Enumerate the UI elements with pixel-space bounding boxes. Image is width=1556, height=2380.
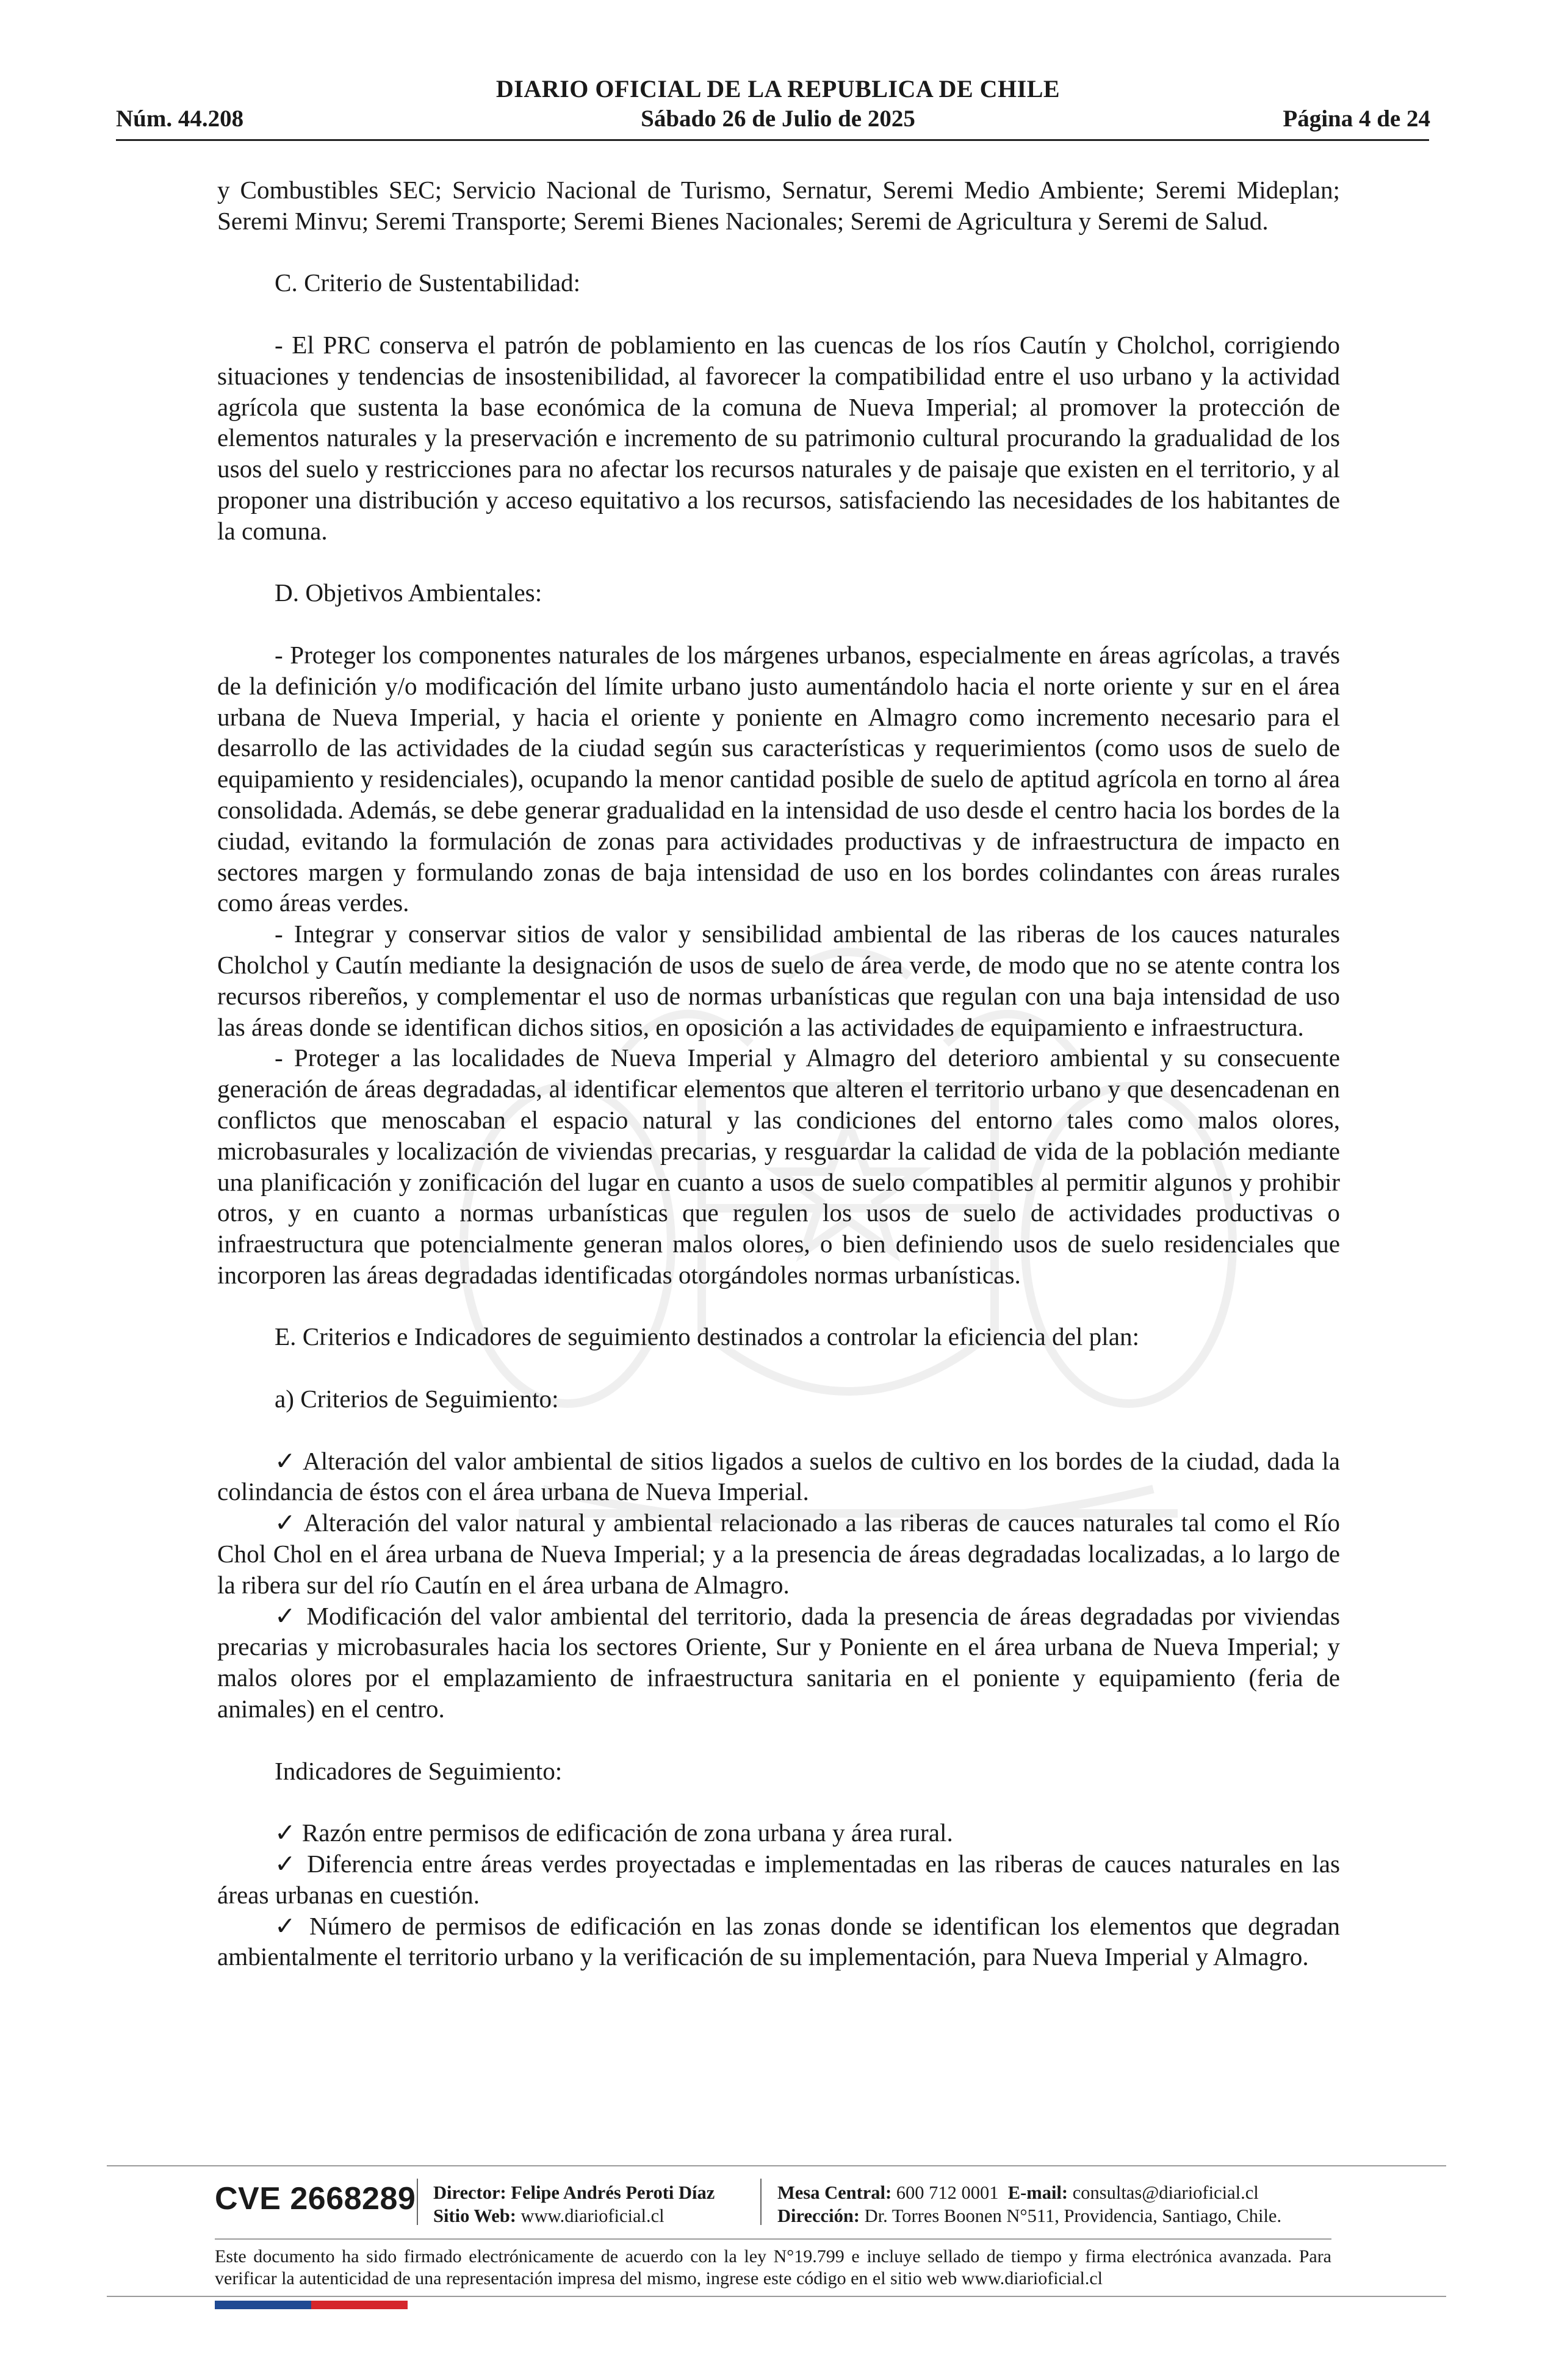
checkmark-icon: ✓ bbox=[275, 1911, 300, 1940]
section-d-paragraph-2: - Integrar y conservar sitios de valor y sensibilidad ambiental de las riberas de los cauces naturales Cholchol y Cautín mediante la designación de usos de suelo de área verde, de modo que no se atente contra los recursos ribereños, y complementar el uso de normas urbanísticas que regulan con una baja intensidad de uso las áreas donde se identifican dichos sitios, en oposición a las actividades de equipamiento e infraestructura. bbox=[217, 920, 1340, 1041]
site-link[interactable]: www.diarioficial.cl bbox=[520, 2205, 665, 2226]
indicator-item-text: Diferencia entre áreas verdes proyectadas e implementadas en las riberas de cauces naturales en las áreas urbanas en cuestión. bbox=[217, 1850, 1341, 1909]
site-label: Sitio Web: bbox=[433, 2205, 516, 2226]
journal-title: DIARIO OFICIAL DE LA REPUBLICA DE CHILE bbox=[495, 75, 1061, 103]
indicator-item bbox=[217, 1911, 1340, 1973]
address-value: Dr. Torres Boonen N°511, Providencia, Santiago, Chile. bbox=[864, 2205, 1282, 2226]
criteria-item-text: Alteración del valor natural y ambiental relacionado a las riberas de cauces naturales tal como el Río Chol Chol en el área urbana de Nueva Imperial; y a la presencia de áreas degradadas localizadas, a lo largo de la ribera sur del río Cautín en el área urbana de Almagro. bbox=[217, 1509, 1340, 1599]
director-name: Felipe Andrés Peroti Díaz bbox=[511, 2182, 715, 2203]
footer-divider-bottom bbox=[107, 2296, 1446, 2297]
checkmark-icon: ✓ bbox=[275, 1509, 298, 1537]
criteria-item-text: Modificación del valor ambiental del territorio, dada la presencia de áreas degradadas por viviendas precarias y microbasurales hacia los sectores Oriente, Sur y Poniente en el área urbana de Nueva Imperial; y malos olores por el emplazamiento de infraestructura sanitaria en el poniente y equipamiento (feria de animales) en el centro. bbox=[217, 1601, 1341, 1723]
footer-contact-block bbox=[777, 2181, 1281, 2227]
section-d-heading: D. Objetivos Ambientales: bbox=[275, 579, 542, 607]
checkmark-icon: ✓ bbox=[275, 1446, 297, 1475]
section-e-heading: E. Criterios e Indicadores de seguimiento destinados a controlar la eficiencia del plan: bbox=[275, 1322, 1140, 1351]
cve-code: CVE 2668289 bbox=[215, 2181, 416, 2216]
mesa-phone: 600 712 0001 bbox=[896, 2182, 999, 2203]
section-c-heading: C. Criterio de Sustentabilidad: bbox=[275, 269, 581, 297]
indicator-item-text: Número de permisos de edificación en las zonas donde se identifican los elementos que degradan ambientalmente el territorio urbano y la verificación de su implementación, para Nueva Imperial y Almagro. bbox=[217, 1911, 1340, 1971]
flag-stripe-blue bbox=[215, 2301, 311, 2309]
page-number: Página 4 de 24 bbox=[1283, 106, 1430, 132]
criteria-item bbox=[217, 1507, 1340, 1600]
indicator-item-text: Razón entre permisos de edificación de zona urbana y área rural. bbox=[301, 1819, 953, 1847]
checkmark-icon: ✓ bbox=[275, 1850, 298, 1878]
section-c-paragraph: - El PRC conserva el patrón de poblamiento en las cuencas de los ríos Cautín y Cholchol, corrigiendo situaciones y tendencias de insostenibilidad, al favorecer la compatibilidad entre el uso urbano y la actividad agrícola que sustenta la base económica de la comuna de Nueva Imperial; al promover la protección de elementos naturales y la preservación e incremento de su patrimonio cultural procurando la gradualidad de los usos del suelo y restricciones para no afectar los recursos naturales y de paisaje que existen en el territorio, y al proponer una distribución y acceso equitativo a los recursos, satisfaciendo las necesidades de los habitantes de la comuna. bbox=[217, 330, 1340, 545]
paragraph-continuation: y Combustibles SEC; Servicio Nacional de Turismo, Sernatur, Seremi Medio Ambiente; Seremi Mideplan; Seremi Minvu; Seremi Transporte; Seremi Bienes Nacionales; Seremi de Agricultura y Seremi de Salud. bbox=[217, 176, 1340, 235]
footer-divider-top bbox=[107, 2165, 1446, 2166]
section-d-paragraph-3: - Proteger a las localidades de Nueva Imperial y Almagro del deterioro ambiental y su consecuente generación de áreas degradadas, al identificar elementos que alteren el territorio urbano y que desencadenan en conflictos que menoscaban el espacio natural y las condiciones del entorno tales como malos olores, microbasurales y localización de viviendas precarias, y resguardar la calidad de vida de la población mediante una planificación y zonificación del lugar en cuanto a usos de suelo compatibles al permitir algunos y prohibir otros, y en cuanto a normas urbanísticas que regulen los usos de suelo de actividades productivas o infraestructura que potencialmente generan malos olores, o bien definiendo usos de suelo residenciales que incorporen las áreas degradadas identificadas otorgándoles normas urbanísticas. bbox=[217, 1044, 1340, 1289]
mesa-label: Mesa Central: bbox=[777, 2182, 892, 2203]
footer-director-block bbox=[433, 2181, 715, 2227]
footer-separator bbox=[417, 2179, 418, 2225]
footer-divider-middle bbox=[215, 2238, 1331, 2240]
criteria-heading: a) Criterios de Seguimiento: bbox=[275, 1385, 559, 1413]
indicator-item bbox=[217, 1817, 1340, 1848]
checkmark-icon: ✓ bbox=[275, 1819, 296, 1847]
indicator-item bbox=[217, 1848, 1340, 1911]
header-divider bbox=[116, 139, 1429, 141]
email-label: E-mail: bbox=[1007, 2182, 1068, 2203]
issue-date: Sábado 26 de Julio de 2025 bbox=[641, 106, 915, 132]
issue-number: Núm. 44.208 bbox=[116, 106, 244, 132]
legal-notice: Este documento ha sido firmado electrónicamente de acuerdo con la ley N°19.799 e incluye sellado de tiempo y firma electrónica avanzada. Para verificar la autenticidad de una representación impresa del mismo, ingrese este código en el sitio web www.diarioficial.cl bbox=[215, 2246, 1331, 2288]
director-label: Director: bbox=[433, 2182, 506, 2203]
criteria-item bbox=[217, 1601, 1340, 1725]
criteria-item bbox=[217, 1446, 1340, 1508]
section-d-paragraph-1: - Proteger los componentes naturales de los márgenes urbanos, especialmente en áreas agrícolas, a través de la definición y/o modificación del límite urbano justo aumentándolo hacia el norte oriente y sur en el área urbana de Nueva Imperial, y hacia el oriente y poniente en Almagro como incremento necesario para el desarrollo de las actividades de la ciudad según sus características y requerimientos (como usos de suelo de equipamiento y residenciales), ocupando la menor cantidad posible de suelo de aptitud agrícola en torno al área consolidada. Además, se debe generar gradualidad en la intensidad de uso desde el centro hacia los bordes de la ciudad, evitando la formulación de zonas para actividades productivas y de infraestructura de impacto en sectores margen y formulando zonas de baja intensidad de uso en los bordes colindantes con áreas rurales como áreas verdes. bbox=[217, 640, 1340, 917]
flag-stripe-red bbox=[311, 2301, 408, 2309]
checkmark-icon: ✓ bbox=[275, 1601, 298, 1630]
footer-separator bbox=[760, 2179, 762, 2225]
email-link[interactable]: consultas@diarioficial.cl bbox=[1072, 2182, 1259, 2203]
address-label: Dirección: bbox=[777, 2205, 860, 2226]
indicators-heading: Indicadores de Seguimiento: bbox=[275, 1756, 563, 1785]
document-body bbox=[217, 175, 1340, 1972]
criteria-item-text: Alteración del valor ambiental de sitios ligados a suelos de cultivo en los bordes de la ciudad, dada la colindancia de éstos con el área urbana de Nueva Imperial. bbox=[217, 1446, 1340, 1506]
